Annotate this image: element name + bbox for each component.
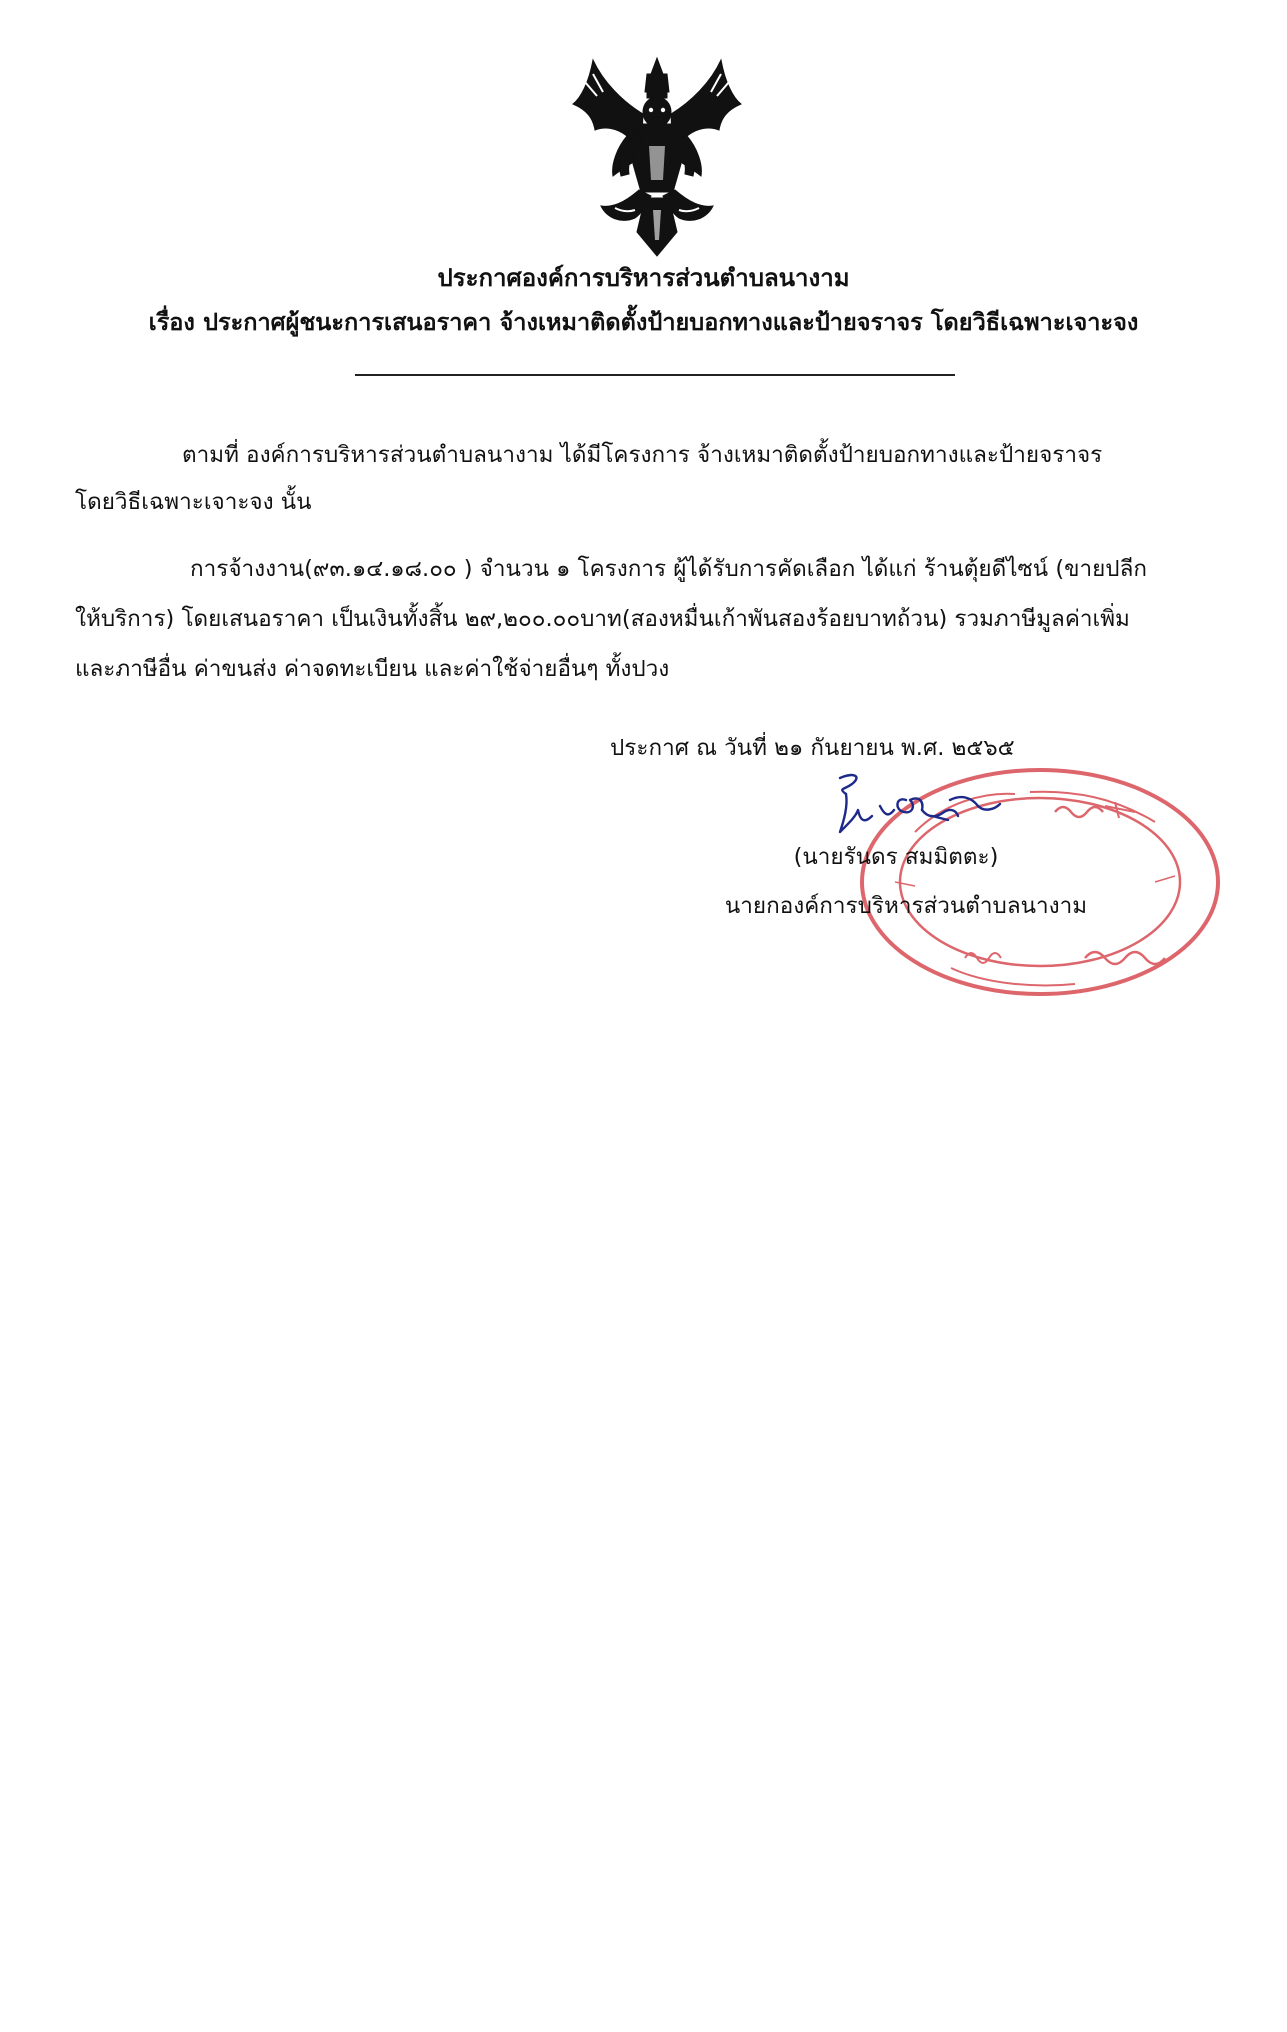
announcement-title: ประกาศองค์การบริหารส่วนตำบลนางาม — [437, 264, 850, 292]
handwritten-signature-icon — [800, 770, 1010, 842]
announcement-subject: เรื่อง ประกาศผู้ชนะการเสนอราคา จ้างเหมาติดตั้งป้ายบอกทางและป้ายจราจร โดยวิธีเฉพาะเจาะจง — [148, 308, 1139, 336]
paragraph-1-line-1: ตามที่ องค์การบริหารส่วนตำบลนางาม ได้มีโครงการ จ้างเหมาติดตั้งป้ายบอกทางและป้ายจราจร — [182, 442, 1103, 468]
paragraph-2-line-1: การจ้างงาน(๙๓.๑๔.๑๘.๐๐ ) จำนวน ๑ โครงการ ผู้ได้รับการคัดเลือก ได้แก่ ร้านตุ้ยดีไซน์ (ขายปลีก — [190, 556, 1147, 582]
signatory-name: (นายรันดร สมมิตตะ) — [793, 844, 999, 870]
garuda-emblem-icon — [567, 52, 747, 260]
announcement-date: ประกาศ ณ วันที่ ๒๑ กันยายน พ.ศ. ๒๕๖๕ — [610, 735, 1015, 761]
signatory-position: นายกองค์การบริหารส่วนตำบลนางาม — [724, 893, 1088, 919]
paragraph-1-line-2: โดยวิธีเฉพาะเจาะจง นั้น — [75, 489, 312, 515]
paragraph-2-line-2: ให้บริการ) โดยเสนอราคา เป็นเงินทั้งสิ้น ๒๙,๒๐๐.๐๐บาท(สองหมื่นเก้าพันสองร้อยบาทถ้วน) รวมภาษีมูลค่าเพิ่ม — [75, 606, 1130, 632]
header-divider — [355, 374, 955, 376]
paragraph-2-line-3: และภาษีอื่น ค่าขนส่ง ค่าจดทะเบียน และค่าใช้จ่ายอื่นๆ ทั้งปวง — [75, 656, 670, 682]
